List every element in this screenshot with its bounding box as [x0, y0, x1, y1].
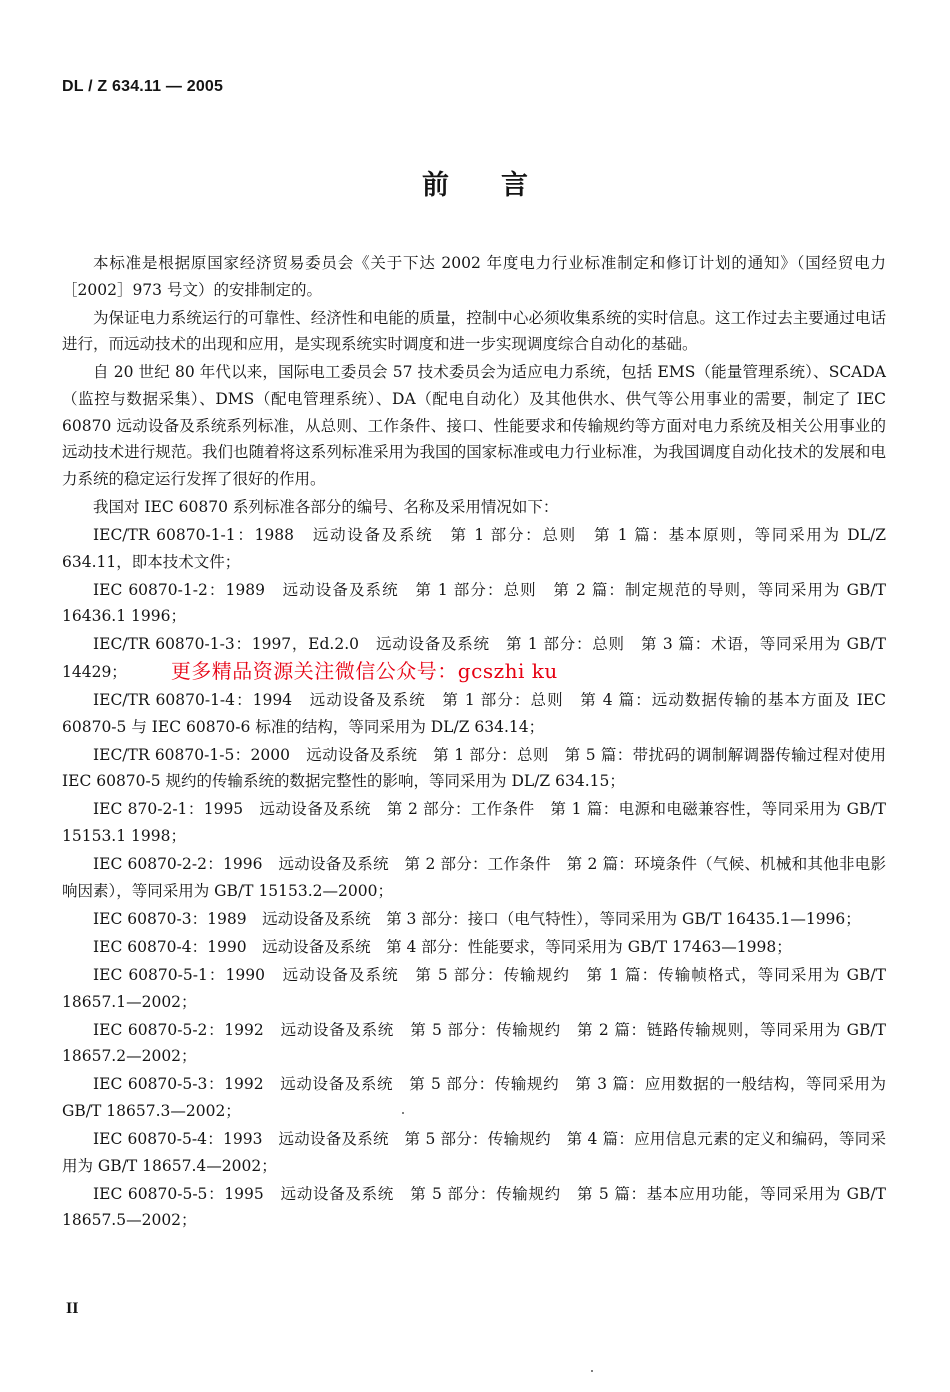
intro-paragraph-2: 为保证电力系统运行的可靠性、经济性和电能的质量，控制中心必须收集系统的实时信息。这工作过去主要通过电话进行，而远动技术的出现和应用，是实现系统实时调度和进一步实现调度综合自动化的基础。	[62, 308, 886, 354]
standard-item: IEC 60870-5-3：1992 远动设备及系统 第 5 部分：传输规约 第 3 篇：应用数据的一般结构，等同采用为 GB/T 18657.3—2002；	[62, 1075, 886, 1120]
page-title: 前言	[422, 170, 580, 201]
intro-paragraph-3: 自 20 世纪 80 年代以来，国际电工委员会 57 技术委员会为适应电力系统，包括 EMS（能量管理系统）、SCADA（监控与数据采集）、DMS（配电管理系统）、DA（配电自动化）及其他供水、供气等公用事业的需要，制定了 IEC 60870 远动设备及系统系列标准，从总则、工作条件、接口、性能要求和传输规约等方面对电力系统及相关公用事业的远动技术进行规范。我们也随着将这系列标准采用为我国的国家标准或电力行业标准，为我国调度自动化技术的发展和电力系统的稳定运行发挥了很好的作用。	[62, 363, 886, 488]
document-body	[62, 250, 886, 1235]
standard-item: IEC/TR 60870-1-4：1994 远动设备及系统 第 1 部分：总则 第 4 篇：远动数据传输的基本方面及 IEC 60870-5 与 IEC 60870-6 标准的结构，等同采用为 DL/Z 634.14；	[62, 691, 886, 736]
standard-item: IEC/TR 60870-1-1：1988 远动设备及系统 第 1 部分：总则 第 1 篇：基本原则，等同采用为 DL/Z 634.11，即本技术文件；	[62, 525, 886, 571]
watermark-notice: 更多精品资源关注微信公众号：gcszhi ku	[170, 658, 558, 683]
standard-item: IEC 870-2-1：1995 远动设备及系统 第 2 部分：工作条件 第 1 篇：电源和电磁兼容性，等同采用为 GB/T 15153.1 1998；	[62, 800, 886, 845]
standard-item: IEC 60870-2-2：1996 远动设备及系统 第 2 部分：工作条件 第 2 篇：环境条件（气候、机械和其他非电影响因素），等同采用为 GB/T 15153.2—2000；	[62, 855, 886, 900]
scan-speck	[591, 1370, 593, 1372]
standard-item	[62, 631, 886, 685]
standard-item: IEC 60870-5-1：1990 远动设备及系统 第 5 部分：传输规约 第 1 篇：传输帧格式，等同采用为 GB/T 18657.1—2002；	[62, 965, 886, 1011]
standard-item: IEC 60870-4：1990 远动设备及系统 第 4 部分：性能要求，等同采用为 GB/T 17463—1998；	[93, 937, 792, 956]
document-code-header: DL / Z 634.11 — 2005	[62, 78, 224, 95]
page-number: II	[66, 1300, 79, 1317]
standard-item: IEC/TR 60870-1-5：2000 远动设备及系统 第 1 部分：总则 第 5 篇：带扰码的调制解调器传输过程对使用 IEC 60870-5 规约的传输系统的数据完整性的影响，等同采用为 DL/Z 634.15；	[62, 745, 886, 791]
standard-item: IEC 60870-5-4：1993 远动设备及系统 第 5 部分：传输规约 第 4 篇：应用信息元素的定义和编码，等同采用为 GB/T 18657.4—2002；	[62, 1130, 886, 1175]
standard-item: IEC 60870-5-5：1995 远动设备及系统 第 5 部分：传输规约 第 5 篇：基本应用功能，等同采用为 GB/T 18657.5—2002；	[62, 1184, 886, 1230]
standard-item-text: IEC/TR 60870-1-3：1997，Ed.2.0 远动设备及系统 第 1 部分：总则 第 3 篇：术语，等同采用为 GB/T 14429；	[62, 635, 886, 681]
standard-item: IEC 60870-1-2：1989 远动设备及系统 第 1 部分：总则 第 2 篇：制定规范的导则，等同采用为 GB/T 16436.1 1996；	[62, 580, 886, 626]
standard-item: IEC 60870-5-2：1992 远动设备及系统 第 5 部分：传输规约 第 2 篇：链路传输规则，等同采用为 GB/T 18657.2—2002；	[62, 1020, 886, 1066]
scan-speck	[402, 1112, 404, 1114]
intro-paragraph-1: 本标准是根据原国家经济贸易委员会《关于下达 2002 年度电力行业标准制定和修订计划的通知》（国经贸电力［2002］973 号文）的安排制定的。	[62, 254, 886, 299]
intro-paragraph-4: 我国对 IEC 60870 系列标准各部分的编号、名称及采用情况如下：	[93, 497, 559, 516]
standard-item: IEC 60870-3：1989 远动设备及系统 第 3 部分：接口（电气特性），等同采用为 GB/T 16435.1—1996；	[93, 909, 861, 928]
